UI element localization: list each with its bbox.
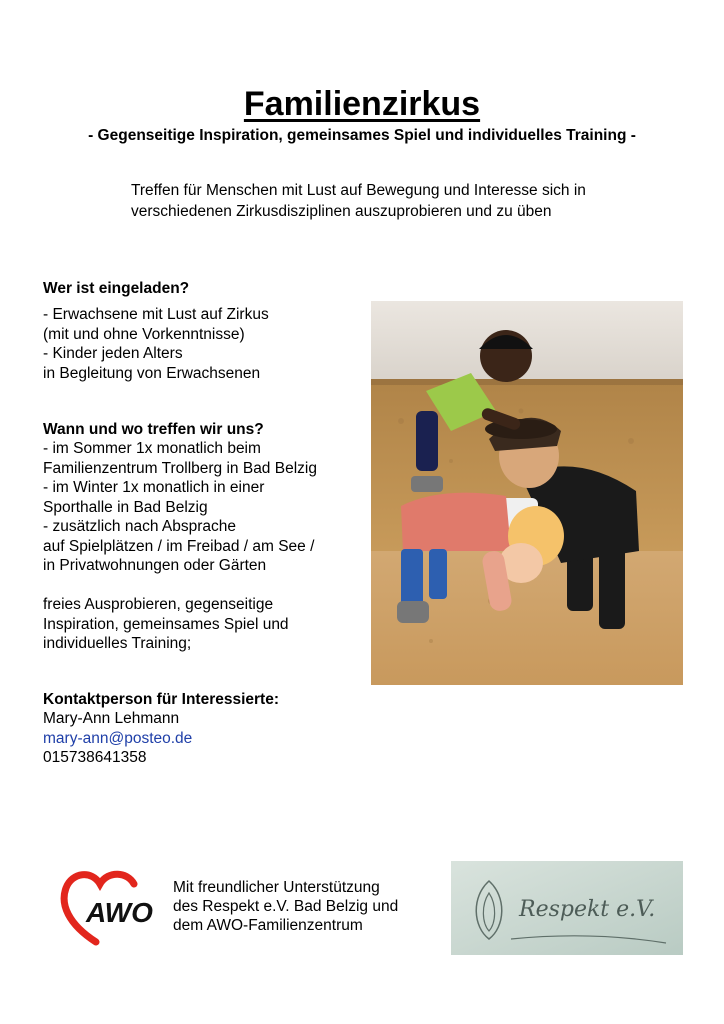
when-line: - im Sommer 1x monatlich beim (43, 440, 261, 457)
intro-line: Treffen für Menschen mit Lust auf Bewegung und Interesse sich in (131, 182, 586, 199)
who-line: in Begleitung von Erwachsenen (43, 364, 261, 382)
when-line: Sporthalle in Bad Belzig (43, 498, 208, 516)
page-subtitle: - Gegenseitige Inspiration, gemeinsames Spiel und individuelles Training - (88, 127, 636, 144)
page-title: Familienzirkus (243, 85, 481, 123)
when-line: Familienzentrum Trollberg in Bad Belzig (43, 459, 317, 477)
support-line: Mit freundlicher Unterstützung (173, 879, 380, 896)
contact-phone: 015738641358 (43, 749, 147, 766)
support-text (173, 878, 443, 935)
playmobil-figures-photo (371, 301, 683, 685)
respekt-logo (451, 861, 683, 955)
intro-line: verschiedenen Zirkusdisziplinen auszuprobieren und zu üben (131, 203, 552, 220)
when-line: - im Winter 1x monatlich in einer (43, 479, 265, 496)
contact-name: Mary-Ann Lehmann (43, 710, 180, 727)
awo-logo-text: AWO (86, 897, 153, 928)
who-heading: Wer ist eingeladen? (43, 280, 190, 297)
when-heading: Wann und wo treffen wir uns? (43, 421, 264, 438)
activity-line: Inspiration, gemeinsames Spiel und (43, 615, 289, 633)
respekt-logo-text: Respekt e.V. (519, 897, 656, 922)
when-list (43, 439, 373, 576)
when-line: auf Spielplätzen / im Freibad / am See / (43, 537, 315, 555)
activity-line: individuelles Training; (43, 635, 192, 652)
intro-text (131, 180, 671, 222)
awo-logo (58, 866, 158, 946)
activity-line: freies Ausprobieren, gegenseitige (43, 596, 274, 613)
support-line: des Respekt e.V. Bad Belzig und (173, 898, 399, 915)
support-line: dem AWO-Familienzentrum (173, 917, 363, 934)
contact-email-link[interactable]: mary-ann@posteo.de (43, 730, 193, 747)
when-line: - zusätzlich nach Absprache (43, 518, 236, 535)
who-line: (mit und ohne Vorkenntnisse) (43, 325, 245, 343)
who-list (43, 305, 363, 383)
activity-text (43, 595, 363, 654)
contact-heading: Kontaktperson für Interessierte: (43, 691, 279, 708)
who-line: - Kinder jeden Alters (43, 345, 183, 362)
when-line: in Privatwohnungen oder Gärten (43, 557, 267, 574)
who-line: - Erwachsene mit Lust auf Zirkus (43, 306, 269, 323)
